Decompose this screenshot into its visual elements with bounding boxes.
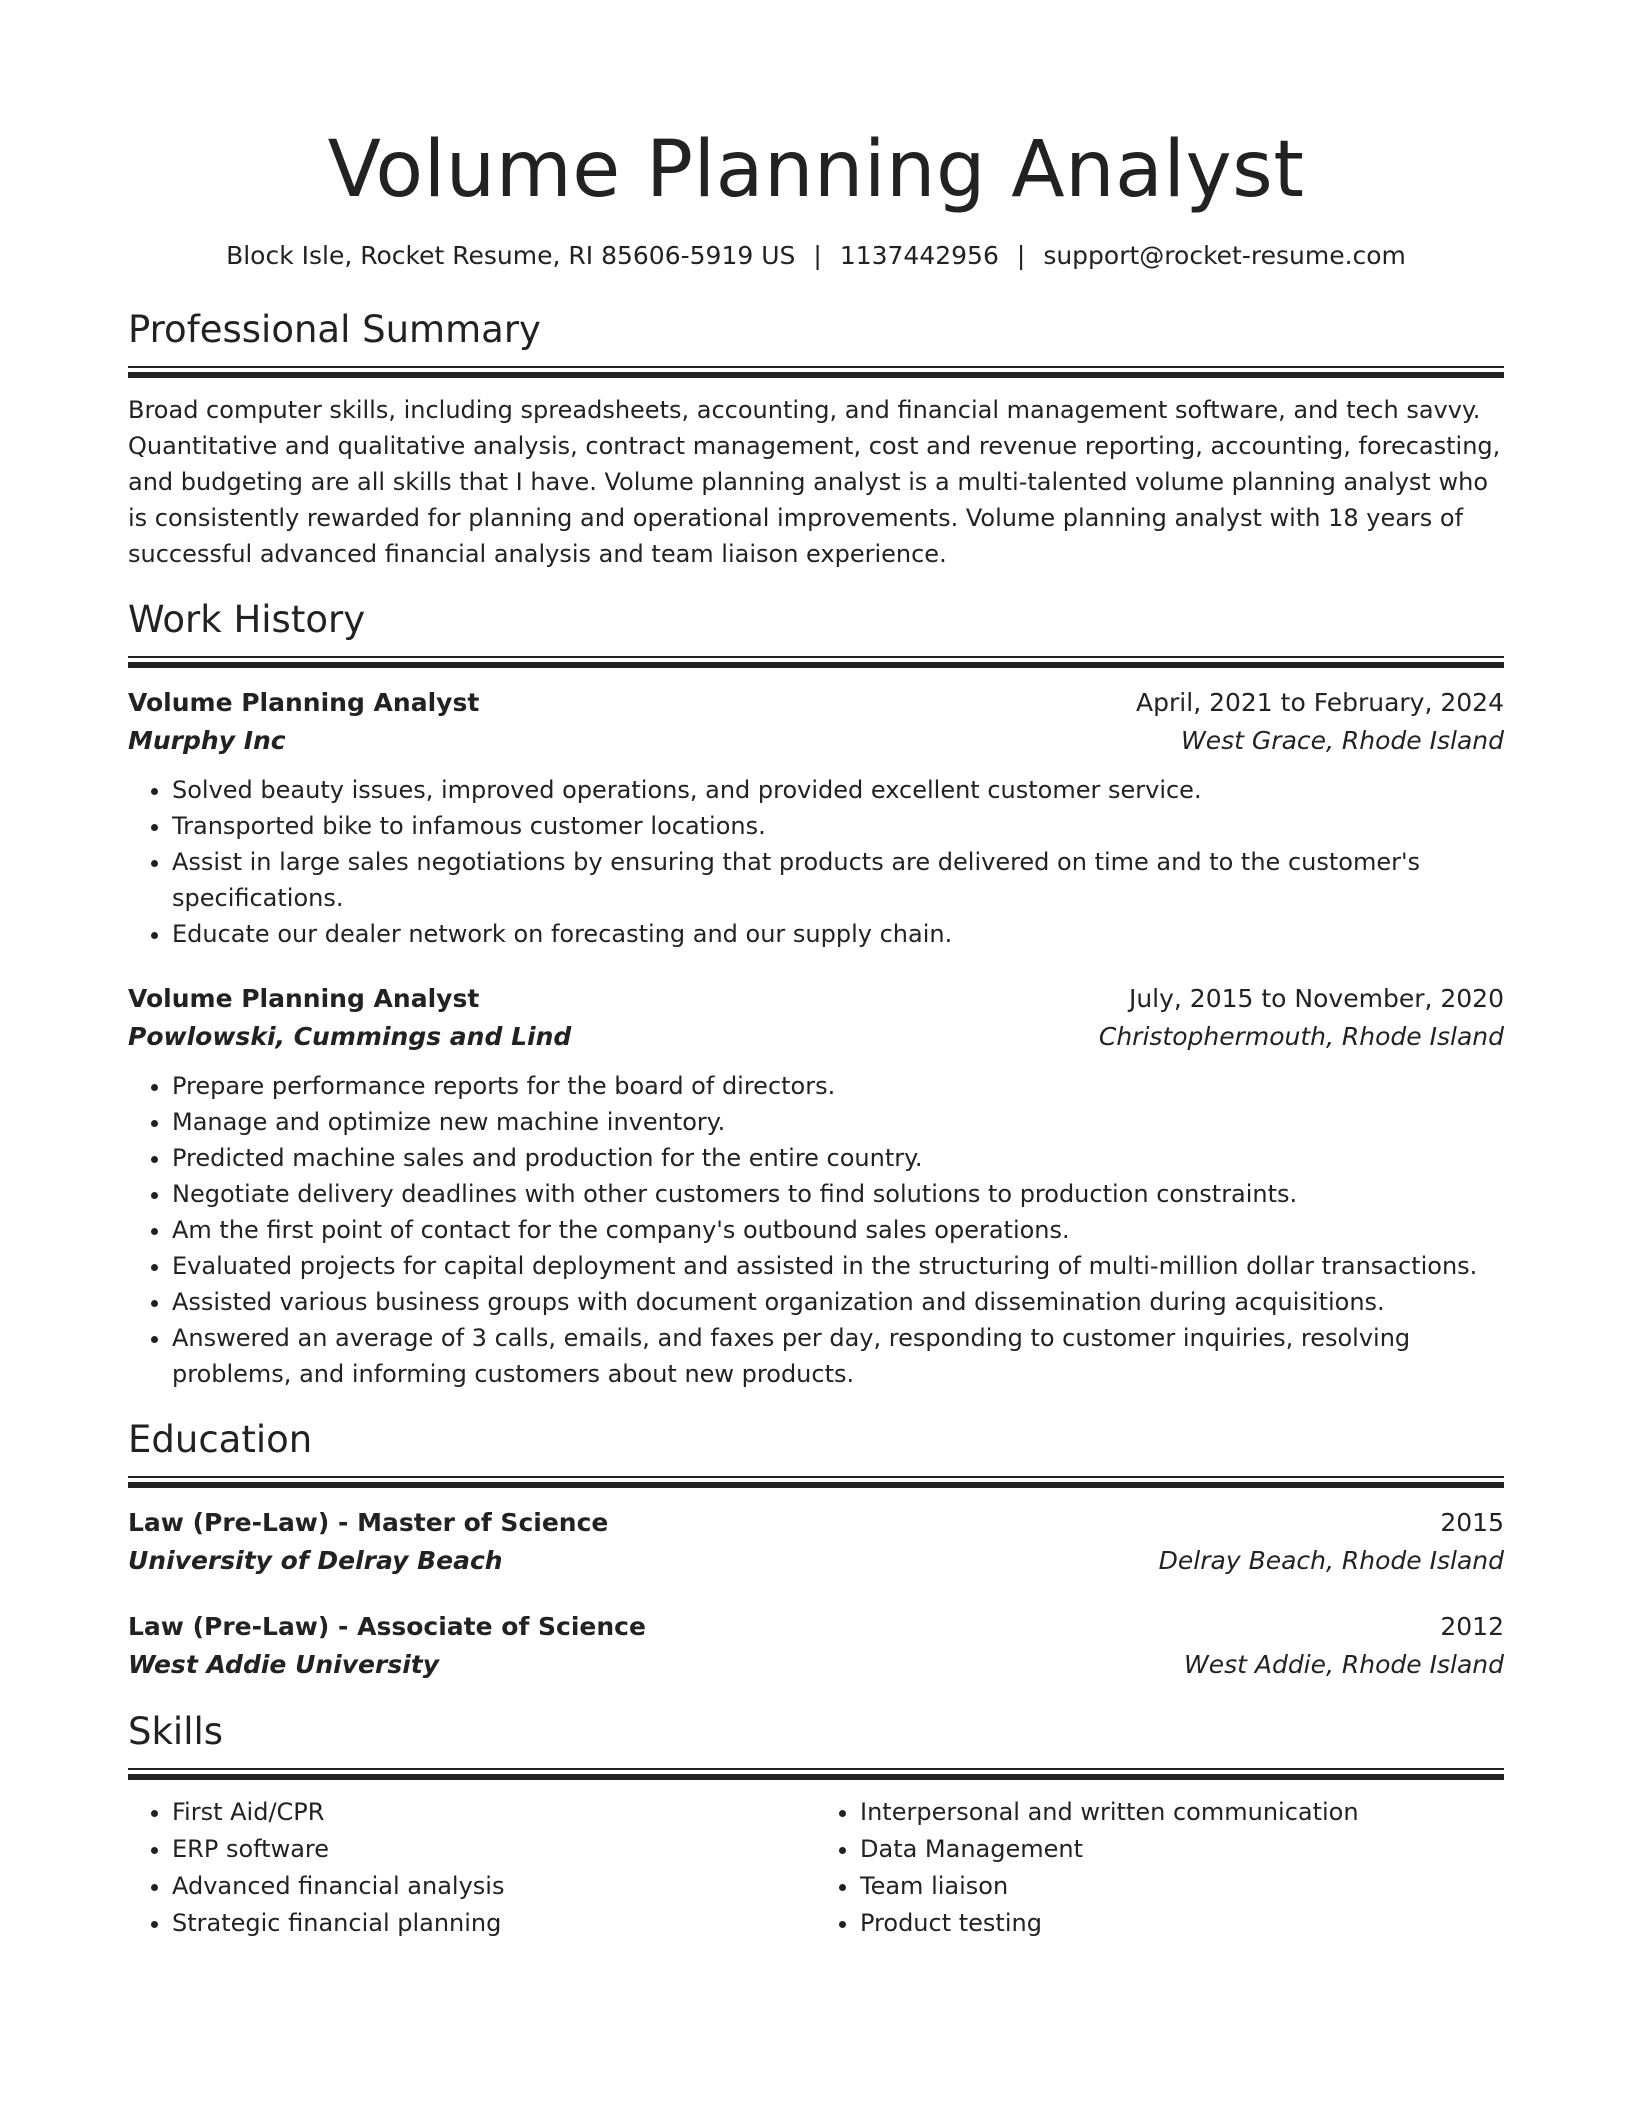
- contact-phone: 1137442956: [839, 241, 999, 270]
- work-history-section: [128, 594, 1504, 1392]
- education-degree: Law (Pre-Law) - Associate of Science: [128, 1612, 646, 1641]
- skill-item: • Team liaison: [860, 1868, 1504, 1905]
- job-title: Volume Planning Analyst: [128, 688, 480, 717]
- education-school: University of Delray Beach: [128, 1546, 503, 1575]
- job-bullet: • Educate our dealer network on forecasting and our supply chain.: [172, 916, 1504, 952]
- skill-item: • Data Management: [860, 1831, 1504, 1868]
- job-bullet: • Assist in large sales negotiations by ensuring that products are delivered on time and to the customer's specifications.: [172, 844, 1504, 916]
- job-company-row: [128, 1018, 1504, 1056]
- education-header-row: [128, 1504, 1504, 1542]
- job-entry: [128, 684, 1504, 952]
- job-bullet: • Manage and optimize new machine inventory.: [172, 1104, 1504, 1140]
- education-section: [128, 1414, 1504, 1684]
- contact-email: support@rocket-resume.com: [1043, 241, 1406, 270]
- section-rule-thick: [128, 1774, 1504, 1780]
- summary-section: [128, 304, 1504, 572]
- education-location: Delray Beach, Rhode Island: [1158, 1546, 1504, 1575]
- skills-section: [128, 1706, 1504, 1942]
- job-bullet: • Solved beauty issues, improved operations, and provided excellent customer service.: [172, 772, 1504, 808]
- skills-column-left: [128, 1794, 816, 1942]
- job-bullet: • Prepare performance reports for the board of directors.: [172, 1068, 1504, 1104]
- job-company: Murphy Inc: [128, 726, 286, 755]
- education-location: West Addie, Rhode Island: [1183, 1650, 1504, 1679]
- job-bullet: • Am the first point of contact for the company's outbound sales operations.: [172, 1212, 1504, 1248]
- education-year: 2015: [1440, 1508, 1504, 1537]
- job-header-row: [128, 684, 1504, 722]
- job-entry: [128, 980, 1504, 1392]
- job-bullet: • Answered an average of 3 calls, emails, and faxes per day, responding to customer inquiries, resolving problems, and informing customers about new products.: [172, 1320, 1504, 1392]
- job-bullet: • Predicted machine sales and production for the entire country.: [172, 1140, 1504, 1176]
- education-year: 2012: [1440, 1612, 1504, 1641]
- section-rule-thin: [128, 366, 1504, 368]
- section-rule-thin: [128, 1768, 1504, 1770]
- job-bullet-list: [128, 1068, 1504, 1392]
- job-company: Powlowski, Cummings and Lind: [128, 1022, 572, 1051]
- job-bullet-list: [128, 772, 1504, 952]
- skill-item: • Interpersonal and written communication: [860, 1794, 1504, 1831]
- job-dates: April, 2021 to February, 2024: [1136, 688, 1504, 717]
- skill-item: • Product testing: [860, 1905, 1504, 1942]
- section-rule-thin: [128, 1476, 1504, 1478]
- job-company-row: [128, 722, 1504, 760]
- section-rule-thick: [128, 1482, 1504, 1488]
- skills-column-right: [816, 1794, 1504, 1942]
- job-bullet: • Assisted various business groups with document organization and dissemination during acquisitions.: [172, 1284, 1504, 1320]
- education-school-row: [128, 1646, 1504, 1684]
- job-title: Volume Planning Analyst: [128, 984, 480, 1013]
- skills-grid: [128, 1794, 1504, 1942]
- contact-separator: |: [813, 241, 822, 270]
- education-entry: [128, 1608, 1504, 1684]
- job-location: Christophermouth, Rhode Island: [1098, 1022, 1504, 1051]
- summary-text: Broad computer skills, including spreadsheets, accounting, and financial management software, and tech savvy. Quantitative and qualitative analysis, contract management, cost and revenue reporting, accounting, forecasting, and budgeting are all skills that I have. Volume planning analyst is a multi-talented volume planning analyst who is consistently rewarded for planning and operational improvements. Volume planning analyst with 18 years of successful advanced financial analysis and team liaison experience.: [128, 396, 1501, 568]
- job-bullet: • Transported bike to infamous customer locations.: [172, 808, 1504, 844]
- section-rule-thick: [128, 662, 1504, 668]
- contact-separator: |: [1016, 241, 1026, 270]
- section-heading-summary: Professional Summary: [128, 308, 541, 351]
- skill-item: • ERP software: [172, 1831, 816, 1868]
- education-degree: Law (Pre-Law) - Master of Science: [128, 1508, 609, 1537]
- skill-item: • First Aid/CPR: [172, 1794, 816, 1831]
- job-location: West Grace, Rhode Island: [1181, 726, 1504, 755]
- job-bullet: • Negotiate delivery deadlines with other customers to find solutions to production constraints.: [172, 1176, 1504, 1212]
- job-dates: July, 2015 to November, 2020: [1128, 984, 1504, 1013]
- job-header-row: [128, 980, 1504, 1018]
- skill-item: • Strategic financial planning: [172, 1905, 816, 1942]
- education-school-row: [128, 1542, 1504, 1580]
- skill-item: • Advanced financial analysis: [172, 1868, 816, 1905]
- education-entry: [128, 1504, 1504, 1580]
- section-heading-education: Education: [128, 1418, 313, 1461]
- contact-line: [128, 238, 1504, 274]
- resume-title: Volume Planning Analyst: [327, 125, 1305, 215]
- section-heading-skills: Skills: [128, 1710, 224, 1753]
- job-bullet: • Evaluated projects for capital deployment and assisted in the structuring of multi-million dollar transactions.: [172, 1248, 1504, 1284]
- section-heading-work-history: Work History: [128, 598, 366, 641]
- education-school: West Addie University: [128, 1650, 440, 1679]
- education-header-row: [128, 1608, 1504, 1646]
- section-rule-thin: [128, 656, 1504, 658]
- contact-address: Block Isle, Rocket Resume, RI 85606-5919 US: [226, 241, 796, 270]
- section-rule-thick: [128, 372, 1504, 378]
